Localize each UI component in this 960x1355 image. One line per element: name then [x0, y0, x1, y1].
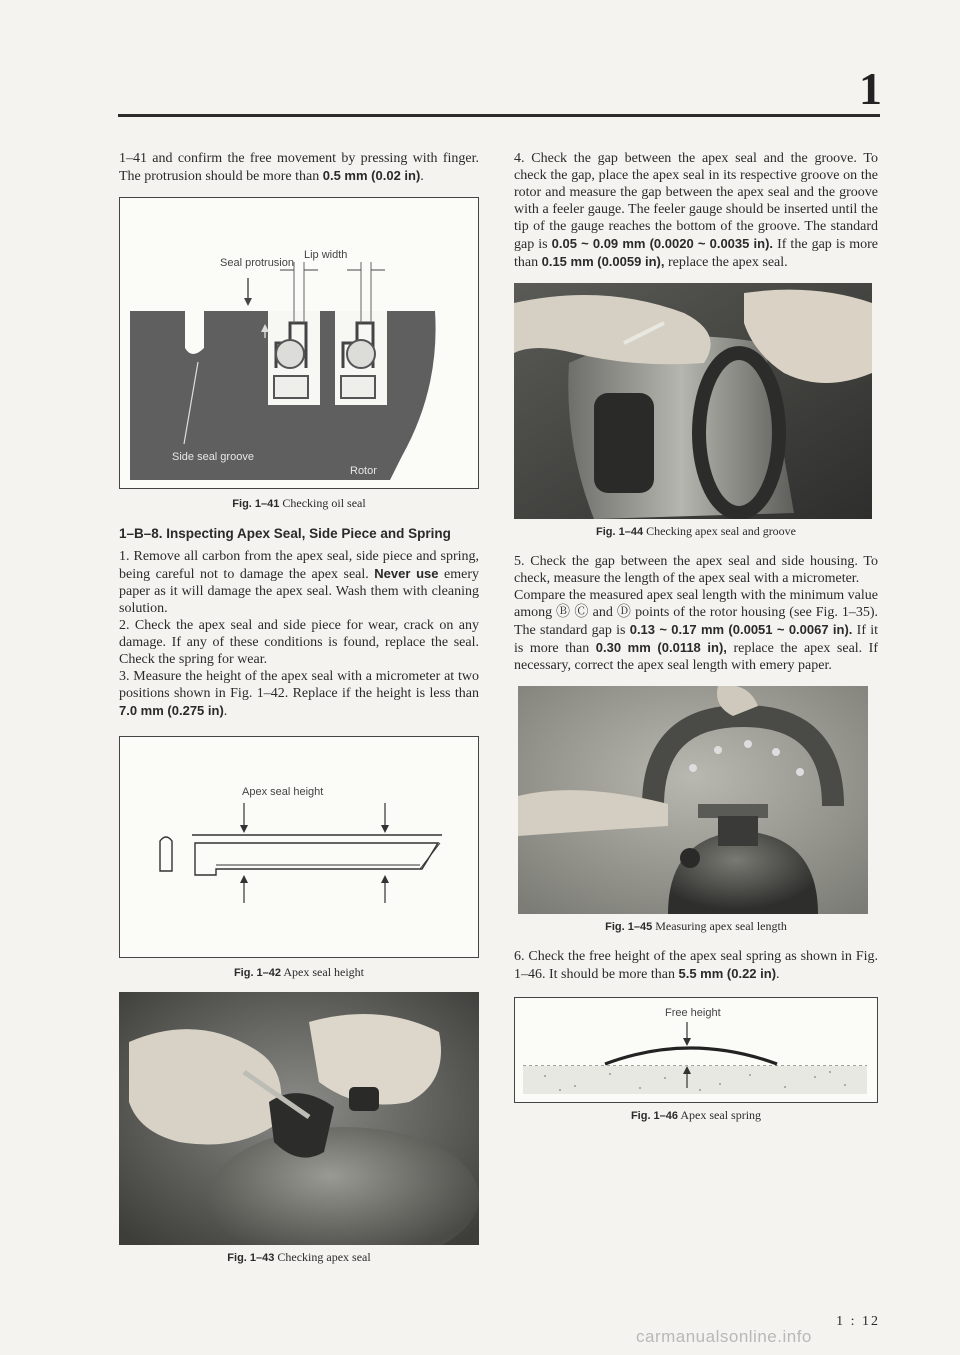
fig-1-45-caption	[514, 918, 878, 936]
fig-1-42-title: Apex seal height	[283, 965, 365, 979]
chapter-number: 1	[859, 63, 882, 114]
fig-1-46-caption	[514, 1107, 878, 1125]
step-1-text-a: 1. Remove all carbon from the apex seal, side piece and spring, being careful not to damage the apex seal.	[119, 549, 479, 582]
step-4-text-c: replace the apex seal.	[667, 255, 788, 270]
oil-seal-diagram	[120, 198, 477, 487]
fig-1-46-number: Fig. 1–46	[630, 1110, 679, 1122]
fig-1-41-title: Checking oil seal	[282, 496, 366, 510]
intro-text: 1–41 and confirm the free movement by pressing with finger. The protrusion should be more than	[119, 151, 479, 184]
step-5-paragraph: 5. Check the gap between the apex seal and side housing. To check, measure the length of the apex seal with a micrometer.	[514, 554, 878, 586]
step-3-paragraph	[119, 668, 479, 720]
step-3-text: 3. Measure the height of the apex seal with a micrometer at two positions shown in Fig. 1–42. Replace if the height is less than	[119, 669, 479, 701]
fig-1-46-diagram	[514, 997, 878, 1103]
o-ring-right	[347, 340, 375, 368]
step-5-text-b: Compare the measured apex seal length with the minimum value among Ⓑ Ⓒ and Ⓓ points of the rotor housing (see Fig. 1–35). The standard gap is	[514, 588, 878, 638]
fig-1-43-number: Fig. 1–43	[227, 1252, 275, 1264]
step-3-end: .	[223, 704, 228, 719]
fig-1-43-title: Checking apex seal	[277, 1250, 371, 1264]
fig-1-41-caption	[119, 495, 479, 513]
base-surface	[523, 1066, 867, 1094]
step-4-text-b: If the gap is more than	[514, 237, 878, 270]
apex-seal-height-diagram	[120, 737, 477, 956]
apex-seal-side-view	[195, 843, 438, 875]
never-use-warning: Never use	[374, 566, 439, 581]
side-seal-groove-label: Side seal groove	[172, 451, 254, 463]
apex-seal-groove-photo	[514, 283, 872, 519]
fig-1-46-title: Apex seal spring	[680, 1108, 762, 1122]
step-6-end: .	[776, 967, 780, 982]
intro-value: 0.5 mm (0.02 in)	[322, 168, 421, 183]
fig-1-44-photo	[514, 283, 872, 519]
step-5-standard-gap: 0.13 ~ 0.17 mm (0.0051 ~ 0.0067 in).	[629, 622, 853, 637]
intro-end: .	[420, 169, 424, 184]
micrometer-spindle	[698, 804, 768, 818]
fig-1-42-caption	[119, 964, 479, 982]
step-4-standard-gap: 0.05 ~ 0.09 mm (0.0020 ~ 0.0035 in).	[551, 236, 774, 251]
step-2-paragraph: 2. Check the apex seal and side piece for wear, crack on any damage. If any of these conditions is found, replace the seal. Check the spring for wear.	[119, 618, 479, 667]
apex-seal-height-label: Apex seal height	[242, 786, 324, 798]
lip-width-label: Lip width	[304, 249, 348, 261]
page-number: 1 : 12	[836, 1314, 880, 1329]
fig-1-45-title: Measuring apex seal length	[655, 919, 787, 933]
seal-protrusion-label: Seal protrusion	[220, 257, 294, 269]
step-6-paragraph	[514, 948, 878, 983]
step-3-value: 7.0 mm (0.275 in)	[119, 703, 224, 718]
section-heading: 1–B–8. Inspecting Apex Seal, Side Piece and Spring	[119, 526, 451, 541]
intro-paragraph	[119, 150, 479, 185]
rotor-label: Rotor	[350, 465, 377, 477]
fig-1-44-title: Checking apex seal and groove	[646, 524, 797, 538]
fig-1-45-number: Fig. 1–45	[605, 921, 653, 933]
fig-1-43-caption	[119, 1249, 479, 1267]
free-height-label: Free height	[665, 1007, 721, 1019]
step-1-paragraph	[119, 548, 479, 617]
step-5-limit-gap: 0.30 mm (0.0118 in),	[595, 640, 727, 655]
step-5-compare-paragraph	[514, 587, 878, 674]
step-1-text-b: emery paper as it will damage the apex seal. Wash them with cleaning solution.	[119, 567, 479, 616]
fig-1-43-photo	[119, 992, 479, 1245]
checking-apex-seal-photo	[119, 992, 479, 1245]
fig-1-42-diagram	[119, 736, 479, 958]
watermark: carmanualsonline.info	[636, 1327, 812, 1346]
seal-end-view	[160, 837, 172, 871]
fig-1-42-number: Fig. 1–42	[233, 967, 282, 979]
right-column	[514, 150, 878, 1137]
left-column	[119, 150, 479, 1279]
step-4-text-a: 4. Check the gap between the apex seal and the groove. To check the gap, place the apex seal in its respective groove on the rotor and measure the gap between the apex seal and the groove with a feeler gauge. The feeler gauge should be inserted until the tip of the gauge reaches the bottom of the groove. The standard gap is	[514, 151, 878, 252]
measuring-apex-seal-length-photo	[518, 686, 868, 914]
step-6-text: 6. Check the free height of the apex seal spring as shown in Fig. 1–46. It should be more than	[514, 949, 878, 982]
header-rule	[118, 114, 880, 117]
o-ring-left	[276, 340, 304, 368]
rotor-pocket	[594, 393, 654, 493]
fig-1-45-photo	[518, 686, 868, 914]
fig-1-44-number: Fig. 1–44	[595, 526, 644, 538]
apex-seal-spring-diagram	[515, 998, 875, 1101]
fig-1-44-caption	[514, 523, 878, 541]
step-6-value: 5.5 mm (0.22 in)	[678, 966, 777, 981]
fig-1-41-diagram	[119, 197, 479, 489]
fig-1-41-number: Fig. 1–41	[232, 498, 280, 510]
spring-right	[341, 376, 375, 398]
spring-curve	[605, 1048, 777, 1064]
step-4-limit-gap: 0.15 mm (0.0059 in),	[541, 254, 665, 269]
spring-left	[274, 376, 308, 398]
step-5-text-c: If it is more than	[514, 623, 879, 656]
step-5-text-d: replace the apex seal. If necessary, correct the apex seal length with emery paper.	[514, 641, 879, 673]
step-4-paragraph	[514, 150, 878, 271]
